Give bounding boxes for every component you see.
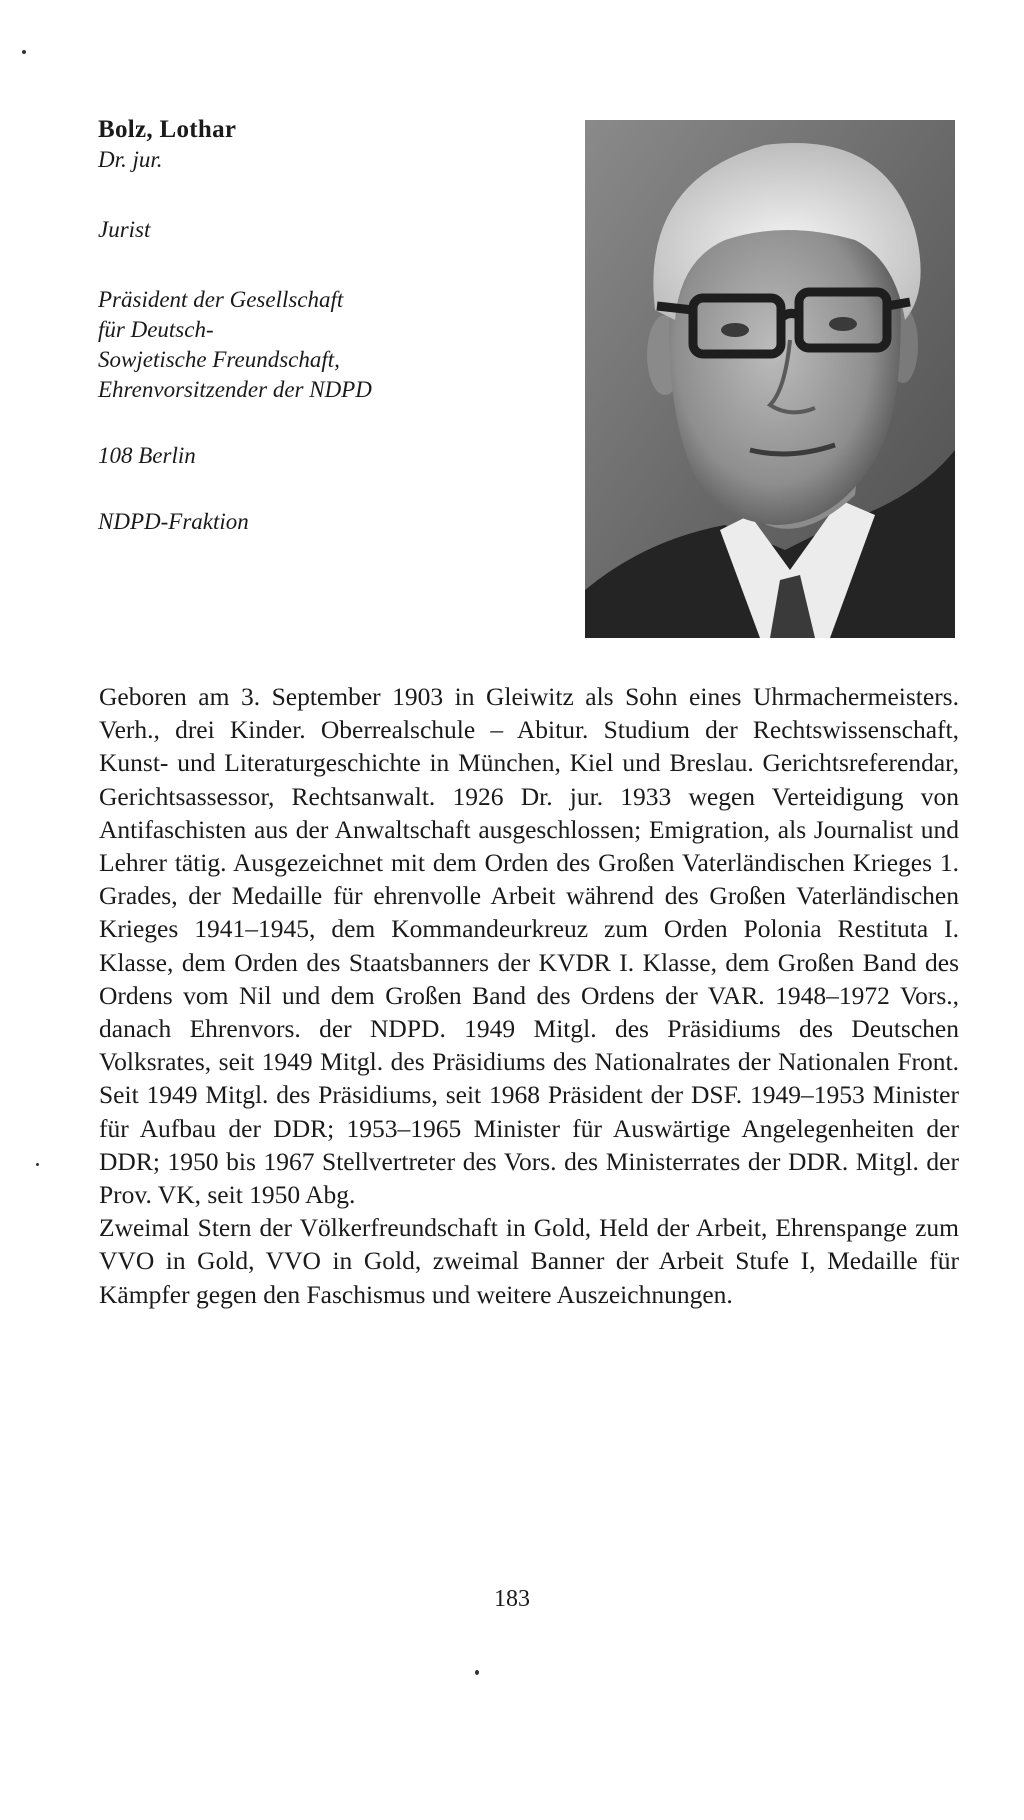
scan-speck [36,1163,39,1166]
profession: Jurist [98,217,151,242]
positions [98,285,568,405]
portrait-illustration [585,120,955,638]
position-line: Präsident der Gesellschaft [98,287,344,312]
eye [829,317,857,331]
scan-speck [475,1670,479,1675]
biography-paragraph: Geboren am 3. September 1903 in Gleiwitz als Sohn eines Uhrmachermeisters. Verh., drei Kinder. Oberrealschule – Abitur. Studium der Rechtswissenschaft, Kunst- und Literaturgeschichte in München, Kiel und Breslau. Gerichtsreferendar, Gerichtsassessor, Rechtsanwalt. 1926 Dr. jur. 1933 wegen Verteidigung von Antifaschisten aus der Anwaltschaft ausgeschlossen; Emigration, als Journalist und Lehrer tätig. Ausgezeichnet mit dem Orden des Großen Vaterländischen Krieges 1. Grades, der Medaille für ehrenvolle Arbeit während des Großen Vaterländischen Krieges 1941–1945, dem Kommandeurkreuz zum Orden Polonia Restituta I. Klasse, dem Orden des Staatsbanners der KVDR I. Klasse, dem Großen Band des Ordens vom Nil und dem Großen Band des Ordens der VAR. 1948–1972 Vors., danach Ehrenvors. der NDPD. 1949 Mitgl. des Präsidiums des Deutschen Volksrates, seit 1949 Mitgl. des Präsidiums des Nationalrates der Nationalen Front. Seit 1949 Mitgl. des Präsidiums, seit 1968 Präsident der DSF. 1949–1953 Minister für Aufbau der DDR; 1953–1965 Minister für Auswärtige Angelegenheiten der DDR; 1950 bis 1967 Stellvertreter des Vors. des Ministerrates der DDR. Mitgl. der Prov. VK, seit 1950 Abg. [99,682,959,1210]
biography [99,680,959,1311]
scan-speck [22,50,26,54]
portrait-photo [585,120,955,638]
position-line: Ehrenvorsitzender der NDPD [98,377,372,402]
biography-paragraph: Zweimal Stern der Völkerfreundschaft in Gold, Held der Arbeit, Ehrenspange zum VVO in Gold, VVO in Gold, zweimal Banner der Arbeit Stufe I, Medaille für Kämpfer gegen den Faschismus und weitere Auszeichnungen. [99,1213,959,1309]
faction: NDPD-Fraktion [98,509,249,534]
entry-header [98,115,568,537]
person-name: Bolz, Lothar [98,116,237,143]
academic-title: Dr. jur. [98,147,163,172]
position-line: für Deutsch- [98,317,214,342]
eye [721,323,749,337]
page-number: 183 [494,1586,530,1612]
position-line: Sowjetische Freundschaft, [98,347,340,372]
address: 108 Berlin [98,443,196,468]
